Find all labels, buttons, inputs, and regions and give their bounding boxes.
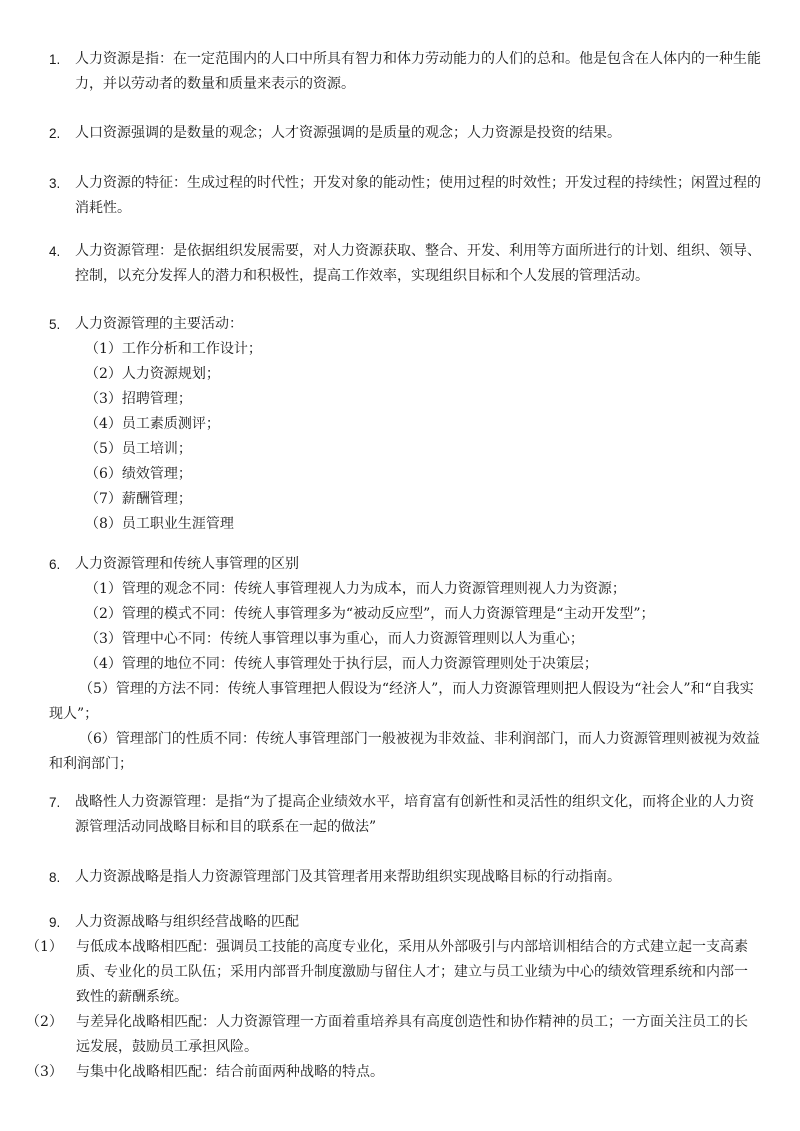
list-item-4 (49, 239, 761, 289)
match-item (26, 1060, 761, 1085)
item-text: 人力资源管理和传统人事管理的区别 (75, 556, 299, 572)
item-text: 人力资源管理的主要活动： (75, 316, 243, 332)
list-item-5 (49, 312, 761, 537)
match-number: （3） (26, 1064, 63, 1080)
strategy-match-list (26, 935, 761, 1085)
item-number: 4. (49, 244, 61, 259)
sub-item: （1）工作分析和工作设计； (85, 341, 262, 357)
list-item-1 (49, 47, 761, 97)
match-text: 与集中化战略相匹配：结合前面两种战略的特点。 (76, 1064, 384, 1080)
item-text: 战略性人力资源管理：是指“为了提高企业绩效水平，培育富有创新性和灵活性的组织文化，而将企业的人力资源管理活动同战略目标和目的联系在一起的做法” (75, 794, 755, 835)
list-item-3 (49, 171, 761, 221)
sub-item: （2）管理的模式不同：传统人事管理多为“被动反应型”，而人力资源管理是“主动开发型”； (85, 606, 655, 622)
sub-item: （4）管理的地位不同：传统人事管理处于执行层，而人力资源管理则处于决策层； (85, 656, 598, 672)
list-item-9 (49, 910, 761, 935)
sub-item: （3）管理中心不同：传统人事管理以事为重心，而人力资源管理则以人为重心； (85, 631, 584, 647)
list-item-2 (49, 121, 761, 146)
item-number: 5. (49, 317, 61, 332)
sub-item: （7）薪酬管理； (85, 491, 192, 507)
item-number: 8. (49, 870, 61, 885)
item-text: 人力资源是指：在一定范围内的人口中所具有智力和体力劳动能力的人们的总和。他是包含在人体内的一种生能力，并以劳动者的数量和质量来表示的资源。 (75, 51, 761, 92)
match-number: （1） (26, 939, 63, 955)
item-number: 2. (49, 126, 61, 141)
item-text: 人力资源战略与组织经营战略的匹配 (75, 914, 299, 930)
item-number: 1. (49, 52, 61, 67)
sub-item: （4）员工素质测评； (85, 416, 220, 432)
item-number: 7. (49, 795, 61, 810)
sub-item-wrapped: （5）管理的方法不同：传统人事管理把人假设为“经济人”，而人力资源管理则把人假设为“社会人”和“自我实现人”； (49, 681, 754, 722)
item-text: 人力资源的特征：生成过程的时代性；开发对象的能动性；使用过程的时效性；开发过程的持续性；闲置过程的消耗性。 (75, 175, 761, 216)
list-item-6 (49, 552, 761, 777)
sub-item: （8）员工职业生涯管理 (85, 516, 234, 532)
match-number: （2） (26, 1014, 63, 1030)
sub-item-wrapped: （6）管理部门的性质不同：传统人事管理部门一般被视为非效益、非利润部门，而人力资源管理则被视为效益和利润部门； (49, 731, 760, 772)
item-text: 人力资源战略是指人力资源管理部门及其管理者用来帮助组织实现战略目标的行动指南。 (75, 869, 621, 885)
item-number: 6. (49, 557, 61, 572)
sub-item: （3）招聘管理； (85, 391, 192, 407)
sub-item: （2）人力资源规划； (85, 366, 220, 382)
match-item (26, 935, 761, 1010)
list-item-8 (49, 865, 761, 890)
sub-item: （1）管理的观念不同：传统人事管理视人力为成本，而人力资源管理则视人力为资源； (85, 581, 626, 597)
item-text: 人口资源强调的是数量的观念；人才资源强调的是质量的观念；人力资源是投资的结果。 (75, 125, 621, 141)
item-number: 9. (49, 915, 61, 930)
sub-item: （6）绩效管理； (85, 466, 192, 482)
match-item (26, 1010, 761, 1060)
item-text: 人力资源管理：是依据组织发展需要，对人力资源获取、整合、开发、利用等方面所进行的计划、组织、领导、控制，以充分发挥人的潜力和积极性，提高工作效率，实现组织目标和个人发展的管理活动。 (75, 243, 761, 284)
match-text: 与差异化战略相匹配：人力资源管理一方面着重培养具有高度创造性和协作精神的员工；一方面关注员工的长远发展，鼓励员工承担风险。 (76, 1014, 748, 1055)
item-number: 3. (49, 176, 61, 191)
list-item-7 (49, 790, 761, 840)
match-text: 与低成本战略相匹配：强调员工技能的高度专业化，采用从外部吸引与内部培训相结合的方式建立起一支高素质、专业化的员工队伍；采用内部晋升制度激励与留住人才；建立与员工业绩为中心的绩效管理系统和内部一致性的薪酬系统。 (76, 939, 748, 1005)
sub-item: （5）员工培训； (85, 441, 192, 457)
